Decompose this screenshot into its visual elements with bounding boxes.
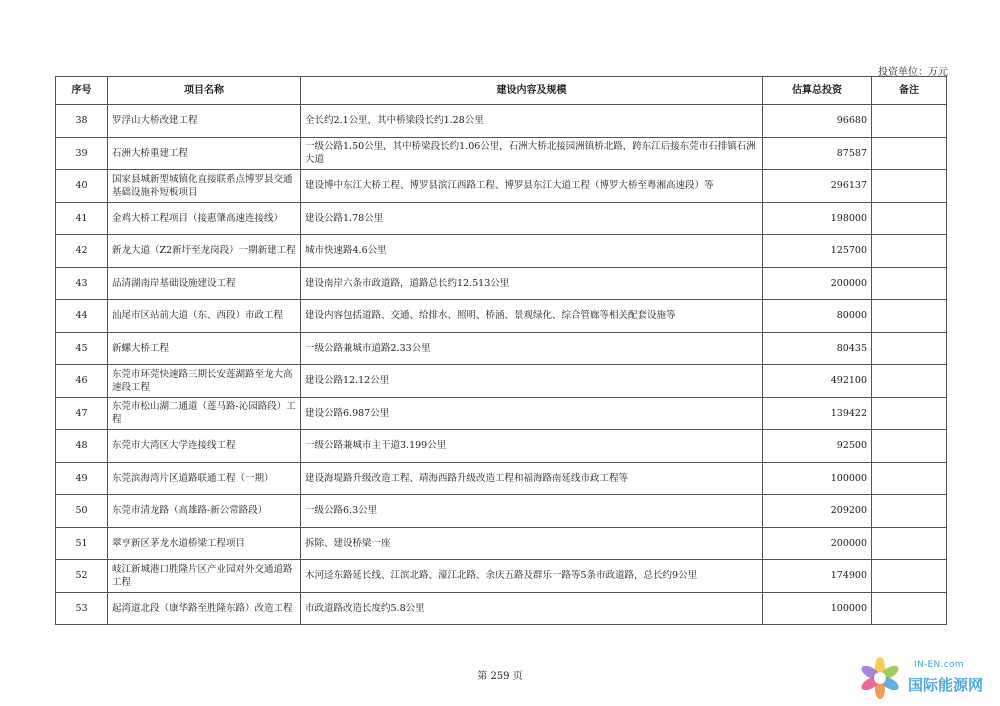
table-row: [56, 560, 947, 593]
remark: [872, 137, 947, 170]
row-number: 52: [56, 560, 108, 593]
estimated-investment: 174900: [763, 560, 872, 593]
estimated-investment: 100000: [763, 592, 872, 625]
project-name: 汕尾市区站前大道（东、西段）市政工程: [108, 300, 301, 333]
table-row: [56, 430, 947, 463]
table-row: [56, 332, 947, 365]
table-row: [56, 105, 947, 138]
remark: [872, 462, 947, 495]
project-scope: 木河迳东路延长线、江滨北路、濠江北路、余庆五路及群乐一路等5条市政道路，总长约9公里: [301, 560, 763, 593]
remark: [872, 592, 947, 625]
table-body: [56, 105, 947, 625]
row-number: 45: [56, 332, 108, 365]
estimated-investment: 100000: [763, 462, 872, 495]
project-name: 金鸡大桥工程项目（接惠肇高速连接线）: [108, 202, 301, 235]
investment-unit-note: 投资单位：万元: [878, 67, 948, 78]
remark: [872, 397, 947, 430]
table-row: [56, 202, 947, 235]
project-scope: 一级公路1.50公里，其中桥梁段长约1.06公里，石洲大桥北接园洲镇桥北路，跨东江后接东莞市石排镇石洲大道: [301, 137, 763, 170]
remark: [872, 495, 947, 528]
remark: [872, 300, 947, 333]
watermark-logo: [858, 656, 998, 702]
row-number: 46: [56, 365, 108, 398]
estimated-investment: 80435: [763, 332, 872, 365]
table-row: [56, 397, 947, 430]
table-header: [56, 77, 947, 105]
table-row: [56, 300, 947, 333]
remark: [872, 202, 947, 235]
remark: [872, 267, 947, 300]
row-number: 38: [56, 105, 108, 138]
table-row: [56, 267, 947, 300]
project-name: 东莞滨海湾片区道路联通工程（一期）: [108, 462, 301, 495]
project-name: 东莞市松山湖二通道（莲马路-沁园路段）工程: [108, 397, 301, 430]
project-scope: 一级公路兼城市道路2.33公里: [301, 332, 763, 365]
project-scope: 全长约2.1公里，其中桥梁段长约1.28公里: [301, 105, 763, 138]
project-name: 翠亨新区茅龙水道桥梁工程项目: [108, 527, 301, 560]
table-row: [56, 235, 947, 268]
project-scope: 拆除、建设桥梁一座: [301, 527, 763, 560]
estimated-investment: 125700: [763, 235, 872, 268]
remark: [872, 332, 947, 365]
project-scope: 一级公路6.3公里: [301, 495, 763, 528]
row-number: 39: [56, 137, 108, 170]
project-name: 罗浮山大桥改建工程: [108, 105, 301, 138]
row-number: 44: [56, 300, 108, 333]
row-number: 47: [56, 397, 108, 430]
project-name: 东莞市环莞快速路三期长安莲湖路至龙大高速段工程: [108, 365, 301, 398]
estimated-investment: 87587: [763, 137, 872, 170]
column-header-no: 序号: [56, 77, 108, 105]
estimated-investment: 96680: [763, 105, 872, 138]
column-header-investment: 估算总投资: [763, 77, 872, 105]
project-scope: 一级公路兼城市主干道3.199公里: [301, 430, 763, 463]
project-name: 国家县城新型城镇化直接联系点博罗县交通基础设施补短板项目: [108, 170, 301, 203]
project-name: 岐江新城港口胜隆片区产业园对外交通道路工程: [108, 560, 301, 593]
project-scope: 建设公路12.12公里: [301, 365, 763, 398]
remark: [872, 235, 947, 268]
project-name: 新龙大道（Z2新圩至龙岗段）一期新建工程: [108, 235, 301, 268]
estimated-investment: 198000: [763, 202, 872, 235]
remark: [872, 365, 947, 398]
table-row: [56, 137, 947, 170]
project-name: 石洲大桥重建工程: [108, 137, 301, 170]
table-row: [56, 592, 947, 625]
project-scope: 建设内容包括道路、交通、给排水、照明、桥涵、景观绿化、综合管廊等相关配套设施等: [301, 300, 763, 333]
project-table: [55, 76, 947, 625]
estimated-investment: 209200: [763, 495, 872, 528]
project-scope: 建设公路1.78公里: [301, 202, 763, 235]
remark: [872, 560, 947, 593]
column-header-note: 备注: [872, 77, 947, 105]
project-scope: 建设博中东江大桥工程、博罗县滨江西路工程、博罗县东江大道工程（博罗大桥至粤湘高速段）等: [301, 170, 763, 203]
project-scope: 建设南岸六条市政道路，道路总长约12.513公里: [301, 267, 763, 300]
table-row: [56, 527, 947, 560]
remark: [872, 527, 947, 560]
row-number: 49: [56, 462, 108, 495]
project-scope: 建设海堤路升级改造工程、靖海西路升级改造工程和福海路南延线市政工程等: [301, 462, 763, 495]
project-name: 品清湖南岸基础设施建设工程: [108, 267, 301, 300]
project-name: 起湾道北段（康华路至胜隆东路）改造工程: [108, 592, 301, 625]
project-scope: 城市快速路4.6公里: [301, 235, 763, 268]
remark: [872, 430, 947, 463]
row-number: 41: [56, 202, 108, 235]
project-scope: 建设公路6.987公里: [301, 397, 763, 430]
watermark-name: 国际能源网: [908, 676, 984, 694]
sun-flower-icon: [858, 656, 906, 702]
table-row: [56, 365, 947, 398]
watermark-domain: IN-EN.com: [914, 660, 964, 670]
project-name: 新螺大桥工程: [108, 332, 301, 365]
estimated-investment: 139422: [763, 397, 872, 430]
estimated-investment: 492100: [763, 365, 872, 398]
column-header-scope: 建设内容及规模: [301, 77, 763, 105]
column-header-name: 项目名称: [108, 77, 301, 105]
table-row: [56, 462, 947, 495]
remark: [872, 105, 947, 138]
remark: [872, 170, 947, 203]
row-number: 53: [56, 592, 108, 625]
project-name: 东莞市大湾区大学连接线工程: [108, 430, 301, 463]
row-number: 50: [56, 495, 108, 528]
table-row: [56, 170, 947, 203]
estimated-investment: 80000: [763, 300, 872, 333]
estimated-investment: 200000: [763, 527, 872, 560]
row-number: 40: [56, 170, 108, 203]
page-number: 第 259 页: [477, 671, 523, 682]
estimated-investment: 296137: [763, 170, 872, 203]
row-number: 51: [56, 527, 108, 560]
estimated-investment: 92500: [763, 430, 872, 463]
row-number: 42: [56, 235, 108, 268]
row-number: 48: [56, 430, 108, 463]
row-number: 43: [56, 267, 108, 300]
estimated-investment: 200000: [763, 267, 872, 300]
project-scope: 市政道路改造长度约5.8公里: [301, 592, 763, 625]
project-name: 东莞市清龙路（高雄路-新公常路段）: [108, 495, 301, 528]
table-row: [56, 495, 947, 528]
